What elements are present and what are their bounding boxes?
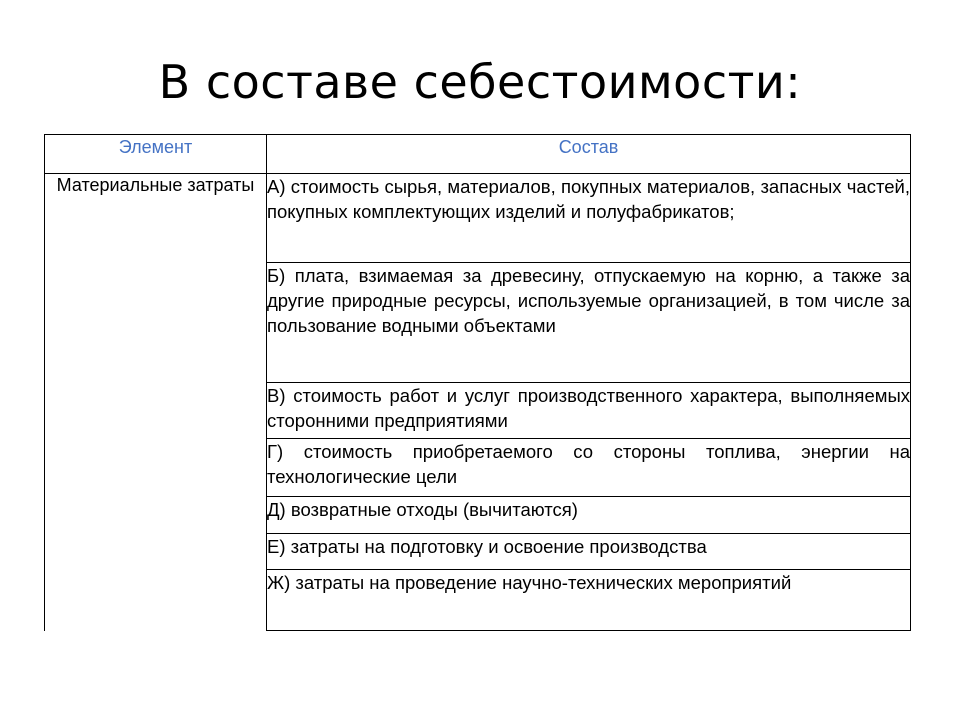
composition-item-g: Г) стоимость приобретаемого со стороны топлива, энергии на технологические цели <box>267 439 911 497</box>
composition-item-e: Е) затраты на подготовку и освоение производства <box>267 534 911 570</box>
cost-composition-table <box>44 134 911 631</box>
header-element: Элемент <box>45 135 267 174</box>
composition-item-v: В) стоимость работ и услуг производственного характера, выполняемых сторонними предприятиями <box>267 383 911 439</box>
element-name-cell: Материальные затраты <box>45 174 267 631</box>
composition-item-a: А) стоимость сырья, материалов, покупных материалов, запасных частей, покупных комплектующих изделий и полуфабрикатов; <box>267 174 911 263</box>
table-row <box>45 174 911 263</box>
cost-composition-table-container <box>44 134 910 631</box>
composition-item-d: Д) возвратные отходы (вычитаются) <box>267 497 911 534</box>
slide-title: В составе себестоимости: <box>158 55 802 109</box>
header-composition: Состав <box>267 135 911 174</box>
composition-item-zh: Ж) затраты на проведение научно-технических мероприятий <box>267 570 911 631</box>
table-header-row <box>45 135 911 174</box>
composition-item-b: Б) плата, взимаемая за древесину, отпускаемую на корню, а также за другие природные ресурсы, используемые организацией, в том числе за пользование водными объектами <box>267 263 911 383</box>
